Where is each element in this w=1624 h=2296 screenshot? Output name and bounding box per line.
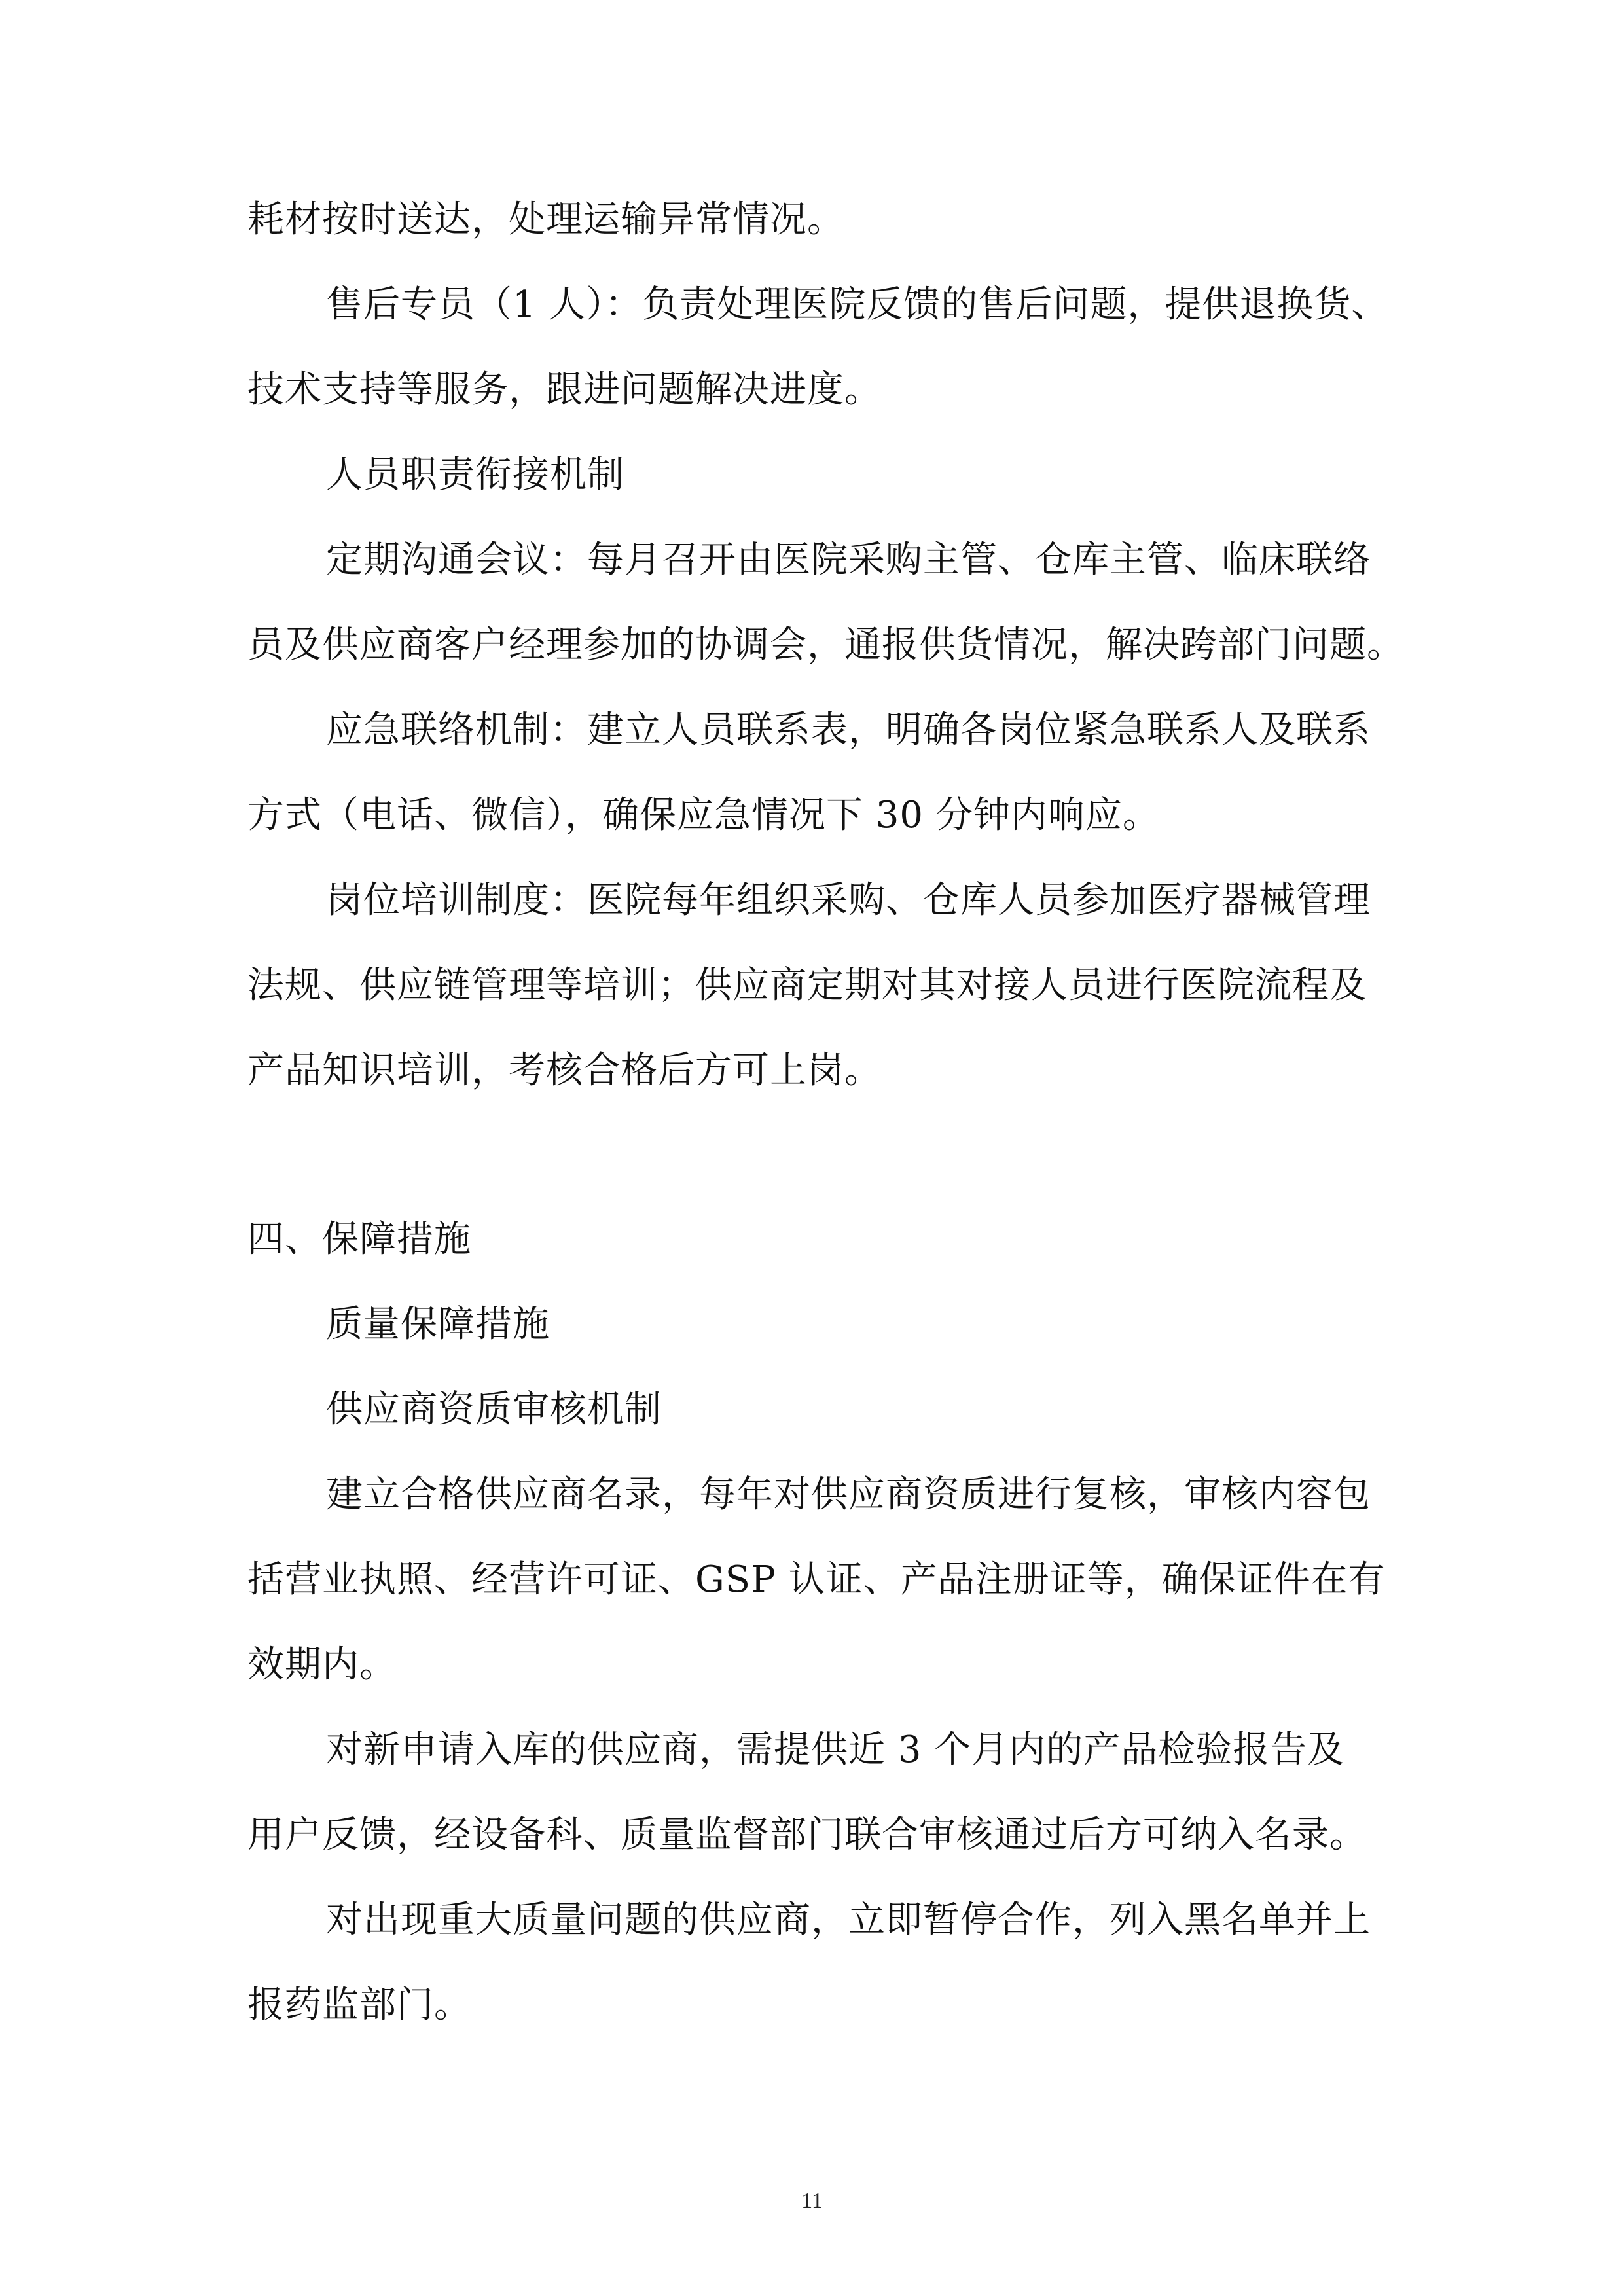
text-line: 售后专员（1 人）：负责处理医院反馈的售后问题，提供退换货、 [326, 283, 1389, 326]
section-heading: 四、保障措施 [247, 1218, 471, 1261]
text-line: 对新申请入库的供应商，需提供近 3 个月内的产品检验报告及 [326, 1729, 1345, 1771]
text-line: 员及供应商客户经理参加的协调会，通报供货情况，解决跨部门问题。 [247, 624, 1404, 666]
text-line: 用户反馈，经设备科、质量监督部门联合审核通过后方可纳入名录。 [247, 1814, 1367, 1856]
text-line: 应急联络机制：建立人员联系表，明确各岗位紧急联系人及联系 [326, 709, 1371, 751]
subheading: 人员职责衔接机制 [326, 454, 624, 496]
subheading: 质量保障措施 [326, 1303, 550, 1346]
text-line: 括营业执照、经营许可证、GSP 认证、产品注册证等，确保证件在有 [247, 1558, 1386, 1601]
text-line: 法规、供应链管理等培训；供应商定期对其对接人员进行医院流程及 [247, 964, 1367, 1007]
text-line: 效期内。 [247, 1643, 397, 1686]
text-line: 对出现重大质量问题的供应商，立即暂停合作，列入黑名单并上 [326, 1899, 1371, 1941]
document-body [247, 196, 1404, 2029]
subheading: 供应商资质审核机制 [326, 1388, 662, 1431]
text-line: 定期沟通会议：每月召开由医院采购主管、仓库主管、临床联络 [326, 539, 1371, 581]
text-line: 方式（电话、微信），确保应急情况下 30 分钟内响应。 [247, 794, 1160, 836]
text-line: 耗材按时送达，处理运输异常情况。 [247, 198, 844, 241]
text-line: 报药监部门。 [247, 1984, 471, 2026]
page-number: 11 [801, 2189, 823, 2213]
text-line: 建立合格供应商名录，每年对供应商资质进行复核，审核内容包 [326, 1473, 1371, 1516]
text-line: 技术支持等服务，跟进问题解决进度。 [247, 368, 882, 411]
text-line: 岗位培训制度：医院每年组织采购、仓库人员参加医疗器械管理 [326, 879, 1371, 922]
text-line: 产品知识培训，考核合格后方可上岗。 [247, 1049, 882, 1092]
